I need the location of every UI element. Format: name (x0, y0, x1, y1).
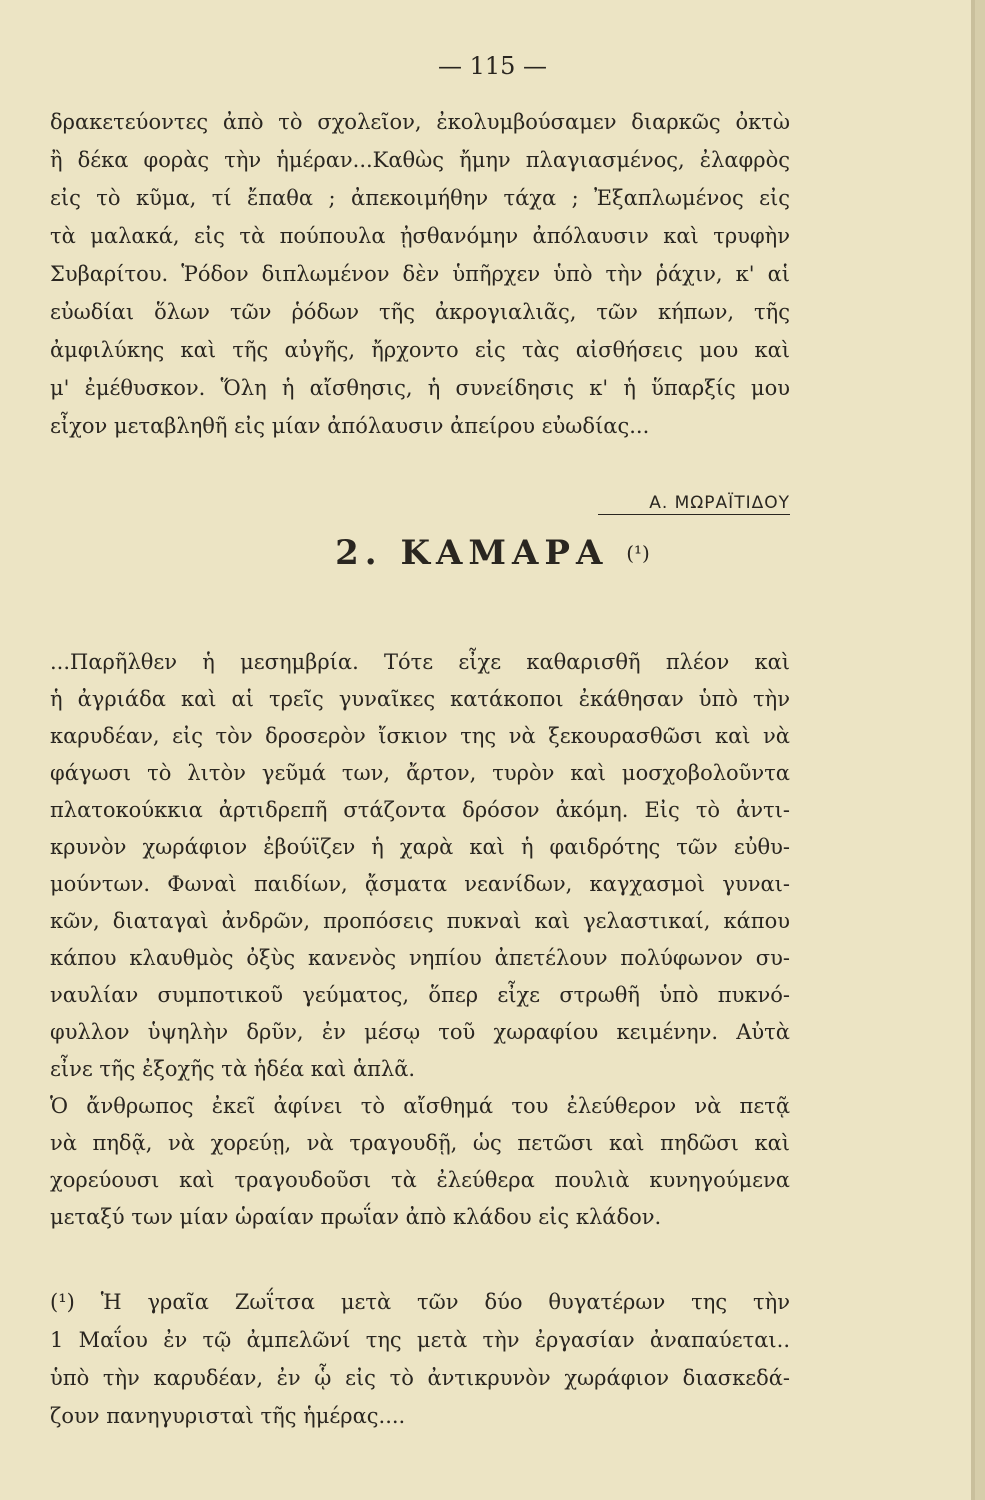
text-line: δρακετεύοντες ἀπὸ τὸ σχολεῖον, ἐκολυμβούσαμεν διαρκῶς ὀκτὼ (50, 110, 790, 134)
text-line: ἢ δέκα φορὰς τὴν ἡμέραν...Καθὼς ἤμην πλαγιασμένος, ἐλαφρὸς (50, 148, 790, 172)
footnote-line: 1 Μαΐου ἐν τῷ ἀμπελῶνί της μετὰ τὴν ἐργασίαν ἀναπαύεται.. (50, 1328, 790, 1352)
footnote-line: ζουν πανηγυρισταὶ τῆς ἡμέρας.... (50, 1404, 406, 1428)
text-line: μούντων. Φωναὶ παιδίων, ᾄσματα νεανίδων, καγχασμοὶ γυναι- (50, 872, 790, 896)
text-line: Ὁ ἄνθρωπος ἐκεῖ ἀφίνει τὸ αἴσθημά του ἐλεύθερον νὰ πετᾷ (50, 1094, 790, 1118)
text-line: φάγωσι τὸ λιτὸν γεῦμά των, ἄρτον, τυρὸν καὶ μοσχοβολοῦντα (50, 761, 790, 785)
text-line: εἶνε τῆς ἐξοχῆς τὰ ἡδέα καὶ ἁπλᾶ. (50, 1057, 416, 1081)
text-line: εἶχον μεταβληθῆ εἰς μίαν ἀπόλαυσιν ἀπείρου εὐωδίας... (50, 414, 650, 438)
page-gutter-line (971, 0, 975, 1500)
text-line: ἀμφιλύκης καὶ τῆς αὐγῆς, ἤρχοντο εἰς τὰς αἰσθήσεις μου καὶ (50, 338, 790, 362)
footnote-line: (¹) Ἡ γραῖα Ζωΐτσα μετὰ τῶν δύο θυγατέρων της τὴν (50, 1290, 790, 1314)
author-signature: Α. ΜΩΡΑΪΤΙΔΟΥ (598, 493, 790, 515)
text-line: νὰ πηδᾷ, νὰ χορεύῃ, νὰ τραγουδῇ, ὡς πετῶσι καὶ πηδῶσι καὶ (50, 1131, 790, 1155)
text-line: κρυνὸν χωράφιον ἐβούϊζεν ἡ χαρὰ καὶ ἡ φαιδρότης τῶν εὐθυ- (50, 835, 790, 859)
section-heading (0, 533, 985, 573)
text-line: κάπου κλαυθμὸς ὀξὺς κανενὸς νηπίου ἀπετέλουν πολύφωνον συ- (50, 946, 790, 970)
text-line: ναυλίαν συμποτικοῦ γεύματος, ὅπερ εἶχε στρωθῆ ὑπὸ πυκνό- (50, 983, 790, 1007)
section-title: 2. ΚΑΜΑΡΑ (335, 533, 609, 573)
text-line: μ' ἐμέθυσκον. Ὅλη ἡ αἴσθησις, ἡ συνείδησις κ' ἡ ὕπαρξίς μου (50, 376, 790, 400)
text-line: ἡ ἀγριάδα καὶ αἱ τρεῖς γυναῖκες κατάκοποι ἐκάθησαν ὑπὸ τὴν (50, 687, 790, 711)
text-line: καρυδέαν, εἰς τὸν δροσερὸν ἴσκιον της νὰ ξεκουρασθῶσι καὶ νὰ (50, 724, 790, 748)
footnote-line: ὑπὸ τὴν καρυδέαν, ἐν ᾧ εἰς τὸ ἀντικρυνὸν χωράφιον διασκεδά- (50, 1366, 790, 1390)
text-line: πλατοκούκκια ἀρτιδρεπῆ στάζοντα δρόσον ἀκόμη. Εἰς τὸ ἀντι- (50, 798, 790, 822)
text-line: εἰς τὸ κῦμα, τί ἔπαθα ; ἀπεκοιμήθην τάχα ; Ἐξαπλωμένος εἰς (50, 186, 790, 210)
text-line: ...Παρῆλθεν ἡ μεσημβρία. Τότε εἶχε καθαρισθῆ πλέον καὶ (50, 650, 790, 674)
text-line: μεταξύ των μίαν ὡραίαν πρωΐαν ἀπὸ κλάδου εἰς κλάδον. (50, 1205, 662, 1229)
page-edge (975, 0, 985, 1500)
text-line: τὰ μαλακά, εἰς τὰ πούπουλα ᾐσθανόμην ἀπόλαυσιν καὶ τρυφὴν (50, 224, 790, 248)
page-number: — 115 — (437, 52, 548, 80)
footnote-marker: (¹) (626, 541, 650, 565)
text-line: κῶν, διαταγαὶ ἀνδρῶν, προπόσεις πυκναὶ καὶ γελαστικαί, κάπου (50, 909, 790, 933)
text-line: χορεύουσι καὶ τραγουδοῦσι τὰ ἐλεύθερα πουλιὰ κυνηγούμενα (50, 1168, 790, 1192)
text-line: Συβαρίτου. Ῥόδον διπλωμένον δὲν ὑπῆρχεν ὑπὸ τὴν ῥάχιν, κ' αἱ (50, 262, 790, 286)
text-line: εὐωδίαι ὅλων τῶν ῥόδων τῆς ἀκρογιαλιᾶς, τῶν κήπων, τῆς (50, 300, 790, 324)
text-line: φυλλον ὑψηλὴν δρῦν, ἐν μέσῳ τοῦ χωραφίου κειμένην. Αὐτὰ (50, 1020, 790, 1044)
